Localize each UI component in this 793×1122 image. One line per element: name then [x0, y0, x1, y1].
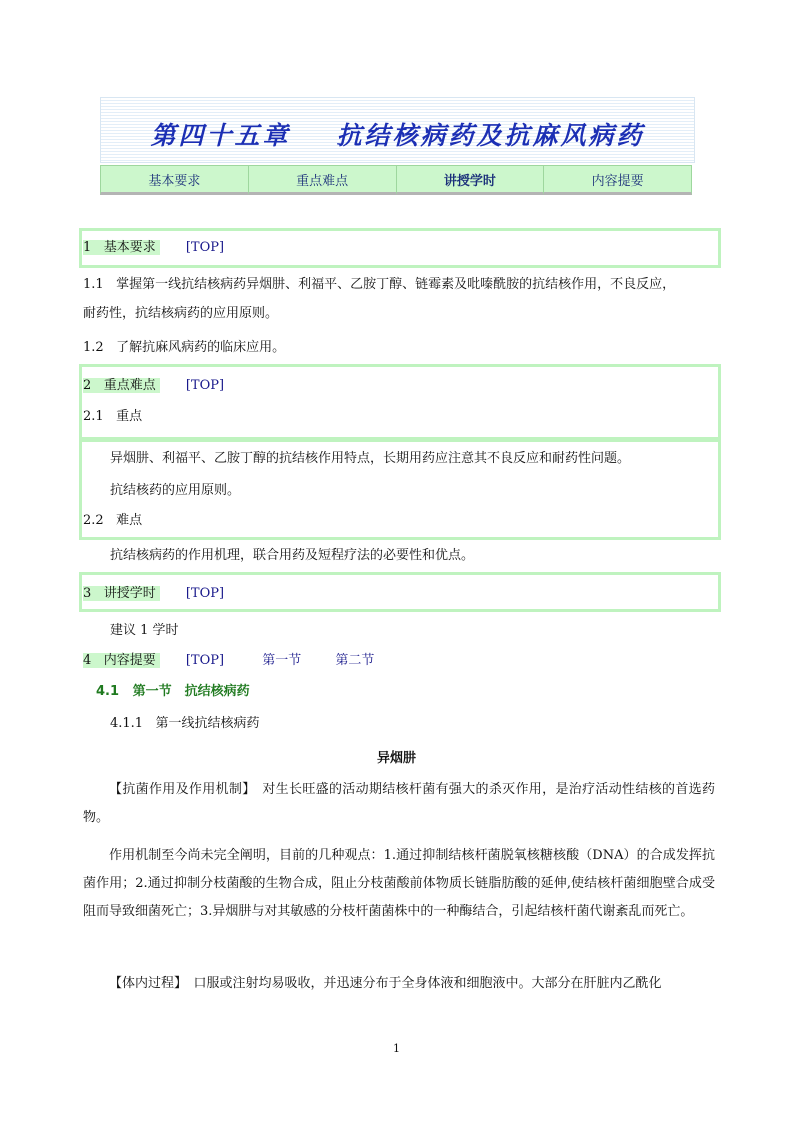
section-2-heading — [83, 378, 224, 394]
item-1-1: 1.1 掌握第一线抗结核病药异烟肼、利福平、乙胺丁醇、链霉素及吡嗪酰胺的抗结核作用，不良反应， — [83, 277, 676, 292]
key-point-1: 异烟肼、利福平、乙胺丁醇的抗结核作用特点，长期用药应注意其不良反应和耐药性问题。 — [110, 451, 631, 466]
section-3-heading — [83, 586, 224, 602]
section-4-heading — [83, 653, 374, 669]
section-nav — [100, 165, 692, 195]
item-1-2: 1.2 了解抗麻风病药的临床应用。 — [83, 340, 286, 355]
sub-2-2: 2.2 难点 — [83, 513, 143, 528]
link-section-2[interactable]: 第二节 — [335, 653, 375, 668]
top-link[interactable]: [TOP] — [185, 240, 225, 255]
paragraph-mechanism: 作用机制至今尚未完全阐明，目前的几种观点：1.通过抑制结核杆菌脱氧核糖核酸（DNA）的合成发挥抗菌作用；2.通过抑制分枝菌酸的生物合成，阻止分枝菌酸前体物质长链脂肪酸的延伸,使结核杆菌细胞壁合成受阻而导致细菌死亡；3.异烟肼与对其敏感的分枝杆菌菌株中的一种酶结合，引起结核杆菌代谢紊乱而死亡。 — [83, 848, 715, 919]
sub-2-1: 2.1 重点 — [83, 409, 143, 424]
chapter-title-banner — [100, 97, 695, 163]
link-section-1[interactable]: 第一节 — [262, 653, 302, 668]
difficulty-1: 抗结核病药的作用机理，联合用药及短程疗法的必要性和优点。 — [110, 548, 475, 563]
drug-heading: 异烟肼 — [376, 751, 416, 766]
tab-basic-requirements[interactable]: 基本要求 — [100, 165, 249, 195]
tab-key-points[interactable]: 重点难点 — [249, 165, 397, 195]
key-point-2: 抗结核药的应用原则。 — [110, 483, 241, 498]
section-1-label: 1 基本要求 — [83, 240, 160, 255]
section-1-heading — [83, 240, 224, 256]
heading-4-1-1: 4.1.1 第一线抗结核病药 — [110, 716, 260, 731]
section-3-label: 3 讲授学时 — [83, 586, 160, 601]
section-4-label: 4 内容提要 — [83, 653, 160, 668]
heading-4-1: 4.1 第一节 抗结核病药 — [96, 684, 250, 699]
item-1-1-cont: 耐药性，抗结核病药的应用原则。 — [83, 306, 279, 321]
top-link[interactable]: [TOP] — [185, 378, 225, 393]
section-2-label: 2 重点难点 — [83, 378, 160, 393]
paragraph-pharmacokinetics: 【体内过程】 口服或注射均易吸收，并迅速分布于全身体液和细胞液中。大部分在肝脏内乙酰化 — [109, 976, 662, 991]
chapter-number: 第四十五章 — [150, 121, 291, 150]
paragraph-antibacterial: 【抗菌作用及作用机制】 对生长旺盛的活动期结核杆菌有强大的杀灭作用，是治疗活动性结核的首选药物。 — [83, 782, 715, 825]
page-number: 1 — [393, 1042, 400, 1055]
tab-content-summary[interactable]: 内容提要 — [544, 165, 692, 195]
section-2-box — [79, 364, 721, 440]
teaching-hours-text: 建议 1 学时 — [110, 623, 179, 638]
chapter-title — [101, 116, 694, 152]
top-link[interactable]: [TOP] — [185, 653, 225, 668]
chapter-name: 抗结核病药及抗麻风病药 — [336, 121, 645, 150]
top-link[interactable]: [TOP] — [185, 586, 225, 601]
tab-teaching-hours[interactable]: 讲授学时 — [397, 165, 545, 195]
